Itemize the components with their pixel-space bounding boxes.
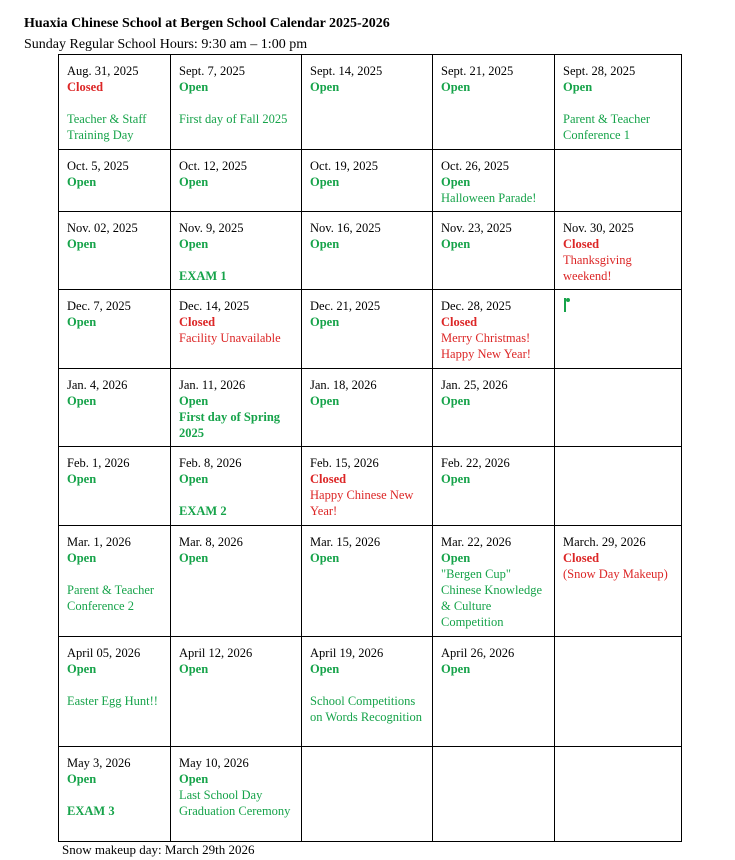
calendar-cell: [302, 637, 433, 747]
status-open: Open: [441, 80, 471, 94]
cell-date: April 05, 2026: [67, 646, 141, 660]
cell-date: Nov. 02, 2025: [67, 221, 138, 235]
cell-note: (Snow Day Makeup): [563, 567, 668, 581]
cell-date: March. 29, 2026: [563, 535, 646, 549]
calendar-cell: [433, 55, 555, 150]
cell-date: Feb. 8, 2026: [179, 456, 242, 470]
cell-date: April 19, 2026: [310, 646, 384, 660]
cell-date: Sept. 28, 2025: [563, 64, 636, 78]
cell-note: Merry Christmas! Happy New Year!: [441, 331, 531, 361]
cell-note: Last School Day Graduation Ceremony: [179, 788, 291, 818]
cell-date: Dec. 14, 2025: [179, 299, 250, 313]
cell-date: Oct. 26, 2025: [441, 159, 510, 173]
calendar-cell: [555, 747, 682, 842]
status-open: Open: [67, 551, 97, 565]
status-open: Open: [179, 662, 209, 676]
status-open: Open: [310, 175, 340, 189]
cell-note: EXAM 1: [179, 269, 227, 283]
calendar-cell: [555, 212, 682, 290]
cell-date: Jan. 18, 2026: [310, 378, 377, 392]
cell-note: Parent & Teacher Conference 2: [67, 583, 155, 613]
cell-date: Dec. 21, 2025: [310, 299, 381, 313]
calendar-cell: [302, 526, 433, 637]
calendar-cell: [433, 747, 555, 842]
cell-note: Teacher & Staff Training Day: [67, 112, 147, 142]
status-open: Open: [67, 472, 97, 486]
calendar-cell: [171, 637, 302, 747]
snow-makeup-note: Snow makeup day: March 29th 2026: [62, 842, 255, 857]
cell-date: April 26, 2026: [441, 646, 515, 660]
cell-note: First day of Fall 2025: [179, 112, 288, 126]
cell-date: Feb. 15, 2026: [310, 456, 379, 470]
calendar-row: [59, 290, 682, 369]
calendar-cell: [171, 747, 302, 842]
status-open: Open: [67, 394, 97, 408]
calendar-cell: [555, 290, 682, 369]
calendar-row: [59, 55, 682, 150]
status-open: Open: [310, 237, 340, 251]
calendar-cell: [302, 369, 433, 447]
calendar-cell: [59, 212, 171, 290]
cell-date: Oct. 5, 2025: [67, 159, 129, 173]
status-closed: Closed: [563, 237, 600, 251]
calendar-cell: [59, 290, 171, 369]
cell-note: Parent & Teacher Conference 1: [563, 112, 651, 142]
cell-note: School Competitions on Words Recognition: [310, 694, 422, 724]
cell-date: April 12, 2026: [179, 646, 253, 660]
calendar-cell: [171, 447, 302, 526]
cell-note: EXAM 2: [179, 504, 227, 518]
cell-note: Happy Chinese New Year!: [310, 488, 414, 518]
calendar-cell: [171, 55, 302, 150]
calendar-cell: [59, 369, 171, 447]
status-open: Open: [310, 551, 340, 565]
cell-date: Feb. 22, 2026: [441, 456, 510, 470]
calendar-cell: [555, 369, 682, 447]
status-open: Open: [441, 394, 471, 408]
calendar-cell: [171, 150, 302, 212]
status-open: Open: [563, 80, 593, 94]
cell-date: Jan. 4, 2026: [67, 378, 128, 392]
status-open: Open: [67, 175, 97, 189]
calendar-cell: [59, 526, 171, 637]
calendar-cell: [302, 290, 433, 369]
status-open: Open: [179, 772, 209, 786]
cell-date: Nov. 9, 2025: [179, 221, 244, 235]
cell-note: "Bergen Cup" Chinese Knowledge & Culture Competition: [441, 567, 543, 629]
calendar-cell: [302, 212, 433, 290]
status-open: Open: [441, 175, 471, 189]
cell-date: Nov. 16, 2025: [310, 221, 381, 235]
calendar-row: [59, 369, 682, 447]
cell-date: May 10, 2026: [179, 756, 249, 770]
cell-note: First day of Spring 2025: [179, 410, 281, 440]
calendar-cell: [59, 747, 171, 842]
calendar-cell: [59, 55, 171, 150]
cell-note: Easter Egg Hunt!!: [67, 694, 158, 708]
status-open: Open: [310, 394, 340, 408]
calendar-row: [59, 747, 682, 842]
cell-note: EXAM 3: [67, 804, 115, 818]
cell-date: Mar. 1, 2026: [67, 535, 131, 549]
calendar-cell: [433, 637, 555, 747]
status-open: Open: [67, 237, 97, 251]
calendar-row: [59, 212, 682, 290]
status-open: Open: [67, 662, 97, 676]
calendar-cell: [433, 526, 555, 637]
calendar-cell: [433, 369, 555, 447]
cell-date: Oct. 19, 2025: [310, 159, 379, 173]
cell-date: Sept. 21, 2025: [441, 64, 514, 78]
status-open: Open: [310, 315, 340, 329]
calendar-cell: [555, 526, 682, 637]
calendar-row: [59, 150, 682, 212]
status-open: Open: [441, 662, 471, 676]
calendar-cell: [433, 447, 555, 526]
cell-date: Jan. 25, 2026: [441, 378, 508, 392]
calendar-cell: [433, 150, 555, 212]
calendar-cell: [59, 447, 171, 526]
calendar-cell: [171, 290, 302, 369]
status-closed: Closed: [441, 315, 478, 329]
cell-date: Mar. 8, 2026: [179, 535, 243, 549]
cell-date: Jan. 11, 2026: [179, 378, 246, 392]
calendar-cell: [171, 526, 302, 637]
calendar-cell: [302, 447, 433, 526]
cell-date: Oct. 12, 2025: [179, 159, 248, 173]
status-closed: Closed: [67, 80, 104, 94]
status-open: Open: [179, 472, 209, 486]
calendar-cell: [171, 212, 302, 290]
school-hours-subtitle: Sunday Regular School Hours: 9:30 am – 1:00 pm: [24, 37, 308, 52]
calendar-row: [59, 526, 682, 637]
cell-date: Sept. 14, 2025: [310, 64, 383, 78]
cell-date: May 3, 2026: [67, 756, 131, 770]
calendar-cell: [433, 290, 555, 369]
cell-note: Facility Unavailable: [179, 331, 281, 345]
status-open: Open: [67, 315, 97, 329]
status-open: Open: [179, 237, 209, 251]
calendar-row: [59, 447, 682, 526]
calendar-table: [58, 54, 682, 842]
status-open: Open: [441, 472, 471, 486]
status-open: Open: [179, 175, 209, 189]
calendar-cell: [555, 150, 682, 212]
calendar-cell: [302, 150, 433, 212]
calendar-row: [59, 637, 682, 747]
cell-date: Feb. 1, 2026: [67, 456, 130, 470]
cell-date: Sept. 7, 2025: [179, 64, 245, 78]
cell-note: Halloween Parade!: [441, 191, 537, 205]
cell-date: Nov. 23, 2025: [441, 221, 512, 235]
cell-date: Dec. 7, 2025: [67, 299, 131, 313]
cell-date: Dec. 28, 2025: [441, 299, 512, 313]
calendar-cell: [555, 447, 682, 526]
calendar-cell: [302, 747, 433, 842]
calendar-cell: [433, 212, 555, 290]
cell-note: Thanksgiving weekend!: [563, 253, 632, 283]
calendar-cell: [171, 369, 302, 447]
calendar-cell: [302, 55, 433, 150]
status-open: Open: [441, 237, 471, 251]
status-open: Open: [179, 551, 209, 565]
status-open: Open: [441, 551, 471, 565]
cell-date: Nov. 30, 2025: [563, 221, 634, 235]
status-open: Open: [179, 80, 209, 94]
cell-date: Aug. 31, 2025: [67, 64, 139, 78]
cell-date: Mar. 15, 2026: [310, 535, 381, 549]
calendar-cell: [59, 637, 171, 747]
status-open: Open: [67, 772, 97, 786]
status-closed: Closed: [563, 551, 600, 565]
calendar-cell: [555, 55, 682, 150]
calendar-cell: [555, 637, 682, 747]
calendar-cell: [59, 150, 171, 212]
status-closed: Closed: [310, 472, 347, 486]
status-open: Open: [310, 662, 340, 676]
calendar-title: Huaxia Chinese School at Bergen School Calendar 2025-2026: [24, 16, 390, 31]
status-closed: Closed: [179, 315, 216, 329]
flag-icon: [564, 298, 569, 312]
cell-date: Mar. 22, 2026: [441, 535, 512, 549]
status-open: Open: [179, 394, 209, 408]
status-open: Open: [310, 80, 340, 94]
